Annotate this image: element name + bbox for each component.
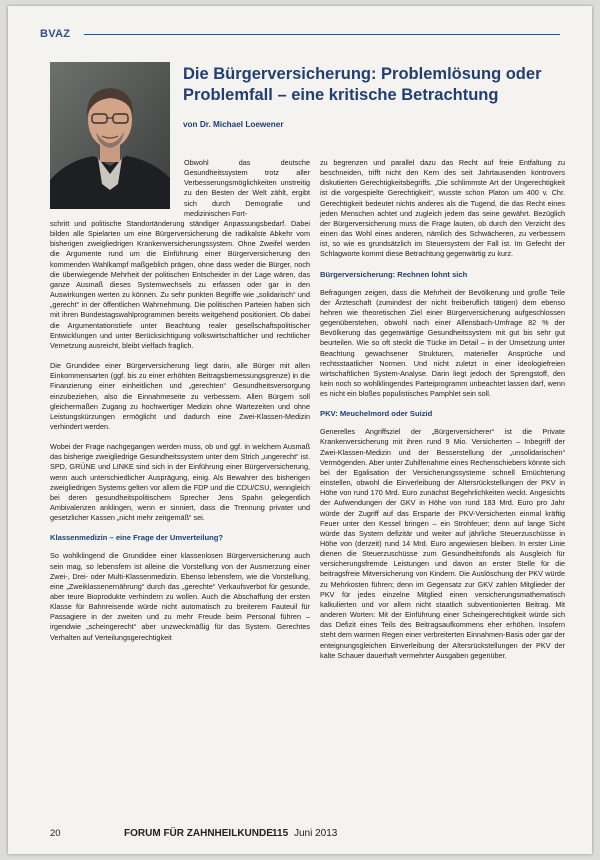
author-photo: [50, 62, 170, 209]
body-paragraph: Generelles Angriffsziel der „Bürgerversicherer“ ist die Private Krankenversicherung mit ihren rund 9 Mio. Versicherten – Inbegriff der Zwei-Klassen-Medizin und der Besserstellung der „unsolidarischen“ Vermögenden. Aber unter Zuhilfenahme eines Rechenschiebers könnte sich bei der Egalisation der Versicherungssysteme schnell Ernüchterung einstellen, obwohl die Einverleibung der Altersrückstellungen der PKV in Höhe von rund 170 Mrd. Euro zunächst Begehrlichkeiten weckt. Angesichts der Aufwendungen der GKV in Höhe von rund 183 Mrd. Euro pro Jahr würde der Zugriff auf das Ersparte der PKV-Versicherten einmal kräftig Feuer unter den Kessel bringen – ein Strohfeuer; denn auf lange Sicht würde das System defizitär und weiter auf jährliche Steuerzuschüsse in Höhe von (derzeit) rund 14 Mrd. Euro angewiesen bleiben. In erster Linie dienen die Steuerzuschüsse zum Gesundheitsfonds als Ausgleich für versicherungsfremde Leistungen und davon an erster Stelle für die beitragsfreie Mitversicherung von Kindern. Die Auslöschung der PKV würde zu Mehrkosten führen; denn im Gegensatz zur GKV zahlen Mitglieder der PKV für jedes einzelne Mitglied einen versicherungsmathematisch kalkulierten und vor allem nicht staatlich subventionierten Beitrag. Mit anderen Worten: Mit der Einführung einer Scheingerechtigkeit würde sich das Defizit eines Teils des Beitragsaufkommens eher erhöhen. Insofern steht dem warmen Regen einer verbreiterten Einnahmen-Basis oder gar der enteignungsgleichen Einverleibung der Altersrückstellungen der PKV der kalte Schauer dauerhaft vermehrter Ausgaben gegenüber.: [320, 427, 565, 660]
page-number: 20: [50, 828, 61, 839]
intro-paragraph: Obwohl das deutsche Gesundheitssystem trotz aller Verbesserungsmöglichkeiten unstreitig zu den Besten der Welt zählt, ergibt sich durch Demografie und medizinischen Fort-: [184, 158, 310, 218]
body-paragraph: So wohlklingend die Grundidee einer klassenlosen Bürgerversicherung auch sein mag, so lebensfern ist alleine die Vorstellung von der Ausmerzung einer Zwei-, Drei- oder Multi-Klassenmedizin. Ebenso lebensfern, wie die Vorstellung, eine „Zweiklassenernährung“ durch das „gerechte“ Verkaufsverbot für gesunde, aber teure Bioprodukte verhindern zu wollen. Auch die Abschaffung der ersten Klasse für Bahnreisende würde nicht automatisch zu breiterem Fauteuil für Passagiere in der zweiten und zu mehr Freude beim Personal führen – irgendwie „scheingerecht“ aber unzweckmäßig für das System. Gerechtes Verhalten auf Verteilungsgerechtigkeit: [50, 551, 310, 642]
page-header: [40, 28, 560, 42]
issue-number: 115: [272, 828, 289, 839]
page-footer: [50, 828, 570, 842]
publication-name: FORUM FÜR ZAHNHEILKUNDE: [124, 828, 273, 839]
issue-date: Juni 2013: [294, 828, 338, 839]
section-label: BVAZ: [40, 28, 71, 40]
section-heading-rechnen: Bürgerversicherung: Rechnen lohnt sich: [320, 269, 468, 279]
header-rule: [84, 34, 560, 35]
article-title: Die Bürgerversicherung: Problemlösung oder Problemfall – eine kritische Betrachtung: [183, 65, 542, 104]
body-paragraph: schritt und politische Standortänderung ständiger Anpassungsbedarf. Dabei bilden alle Spielarten um eine Bürgerversicherung die radikalste Abkehr vom bisherigen zweigliedrigen Krankenversicherungssystem. Ohne Zweifel werden die Argumente rund um die Einführung einer Bürgerversicherung den kommenden Wahlkampf maßgeblich prägen, ohne dass weder die Bürger, noch die überwiegende Mehrheit der politischen Entscheider in der Lage wären, das ganze Ausmaß dieses Systemwechsels zu erfassen oder gar in den Auswirkungen werten zu können. Zu sehr punkten Begriffe wie „solidarisch“ und „gerecht“ in der öffentlichen Wahrnehmung. Die politischen Parteien haben sich mit ihren Bundestagswahlprogrammen bereits weitgehend positioniert. Ob dabei die Argumentationstiefe unter Beachtung realer gesellschaftspolitischer Entwicklungen und unter Berücksichtigung volkswirtschaftlicher und rechtlicher Vernetzung ausreicht, bleibt vielfach fraglich.: [50, 219, 310, 350]
author-portrait-image: [50, 62, 170, 209]
body-paragraph: Befragungen zeigen, dass die Mehrheit der Bevölkerung und große Teile der Ärzteschaft (zumindest der nicht freiberuflich tätigen) dem ebenso hehren wie theoretischen Ziel einer Bürgerversicherung aufgeschlossen gegenüberstehen, obwohl nach einer Allensbach-Umfrage 82 % der Bevölkerung das gegenwärtige Gesundheitssystem mit gut bis sehr gut beurteilen. Wie so oft steckt die Tücke im Detail – in der Umsetzung unter Beachtung gewachsener Strukturen, materieller Ansprüche und rechtsstaatlicher Normen. Und nicht zuletzt in einer ideologiefreien wirtschaftlichen System-Analyse. Darin liegt jedoch der Sprengstoff, den kein noch so wohlklingendes Parteiprogramm unbeachtet lassen darf, wenn es nicht ein bloßes populistisches Pamphlet sein soll.: [320, 287, 565, 399]
body-paragraph: zu begrenzen und parallel dazu das Recht auf freie Entfaltung zu beschneiden, trifft nicht den Kern des seit Jahrtausenden kontrovers diskutierten Gerechtigkeitsbegriffs. „Die schlimmste Art der Ungerechtigkeit ist die vorgespielte Gerechtigkeit“, wusste schon Platon um 400 v. Chr. Gerechtigkeit bedeutet nichts anderes als die Tugend, die das Recht eines jeden Menschen achtet und zugleich jedem das seine gewährt. Bezüglich der Bürgerversicherung muss die Frage lauten, ob durch den Verzicht des einen das Wohl eines anderen, nämlich des Schwächeren, zu verbessern ist, so wie es grundsätzlich im Steuersystem der Fall ist. Im Gefecht der Schlagworte kommt diese Betrachtung gegenwärtig zu kurz.: [320, 158, 565, 259]
right-text-column: [320, 158, 565, 671]
left-text-column: [50, 219, 310, 653]
body-paragraph: Wobei der Frage nachgegangen werden muss, ob und ggf. in welchem Ausmaß das bisherige zweigliedrige Gesundheitssystem unter dem Strich „ungerecht“ ist. SPD, GRÜNE und LINKE sind sich in der Einführung einer Bürgerversicherung, wenn auch unterschiedlicher Ausprägung, einig. Als Bewahrer des bisherigen zweigliedrigen Systems gelten vor allem die FDP und die CDU/CSU, wenngleich bei deren gesundheitspolitischem Sprecher Jens Spahn gelegentlich Ambivalenzen anklingen, wenn er sinniert, dass die Trennung privater und gesetzlicher Kassen „nicht mehr zeitgemäß“ sei.: [50, 442, 310, 523]
magazine-page: [8, 6, 592, 854]
section-heading-klassenmedizin: Klassenmedizin – eine Frage der Umverteilung?: [50, 533, 224, 543]
section-heading-pkv: PKV: Meuchelmord oder Suizid: [320, 409, 433, 419]
body-paragraph: Die Grundidee einer Bürgerversicherung liegt darin, alle Bürger mit allen Einkommensarten (ggf. bis zu einer erhöhten Beitragsbemessungsgrenze) in die Finanzierung einer einheitlichen und „gerechten“ Gesundheitsversorgung einzubeziehen, also die Einnahmeseite zu verbessern. Allen Bürgern soll gleichermaßen Zugang zu hochwertiger Medizin ohne Wartezeiten und ohne Leistungskürzungen ermöglicht und dadurch eine Zwei-Klassen-Medizin verhindert werden.: [50, 361, 310, 431]
author-byline: von Dr. Michael Loewener: [183, 120, 284, 129]
